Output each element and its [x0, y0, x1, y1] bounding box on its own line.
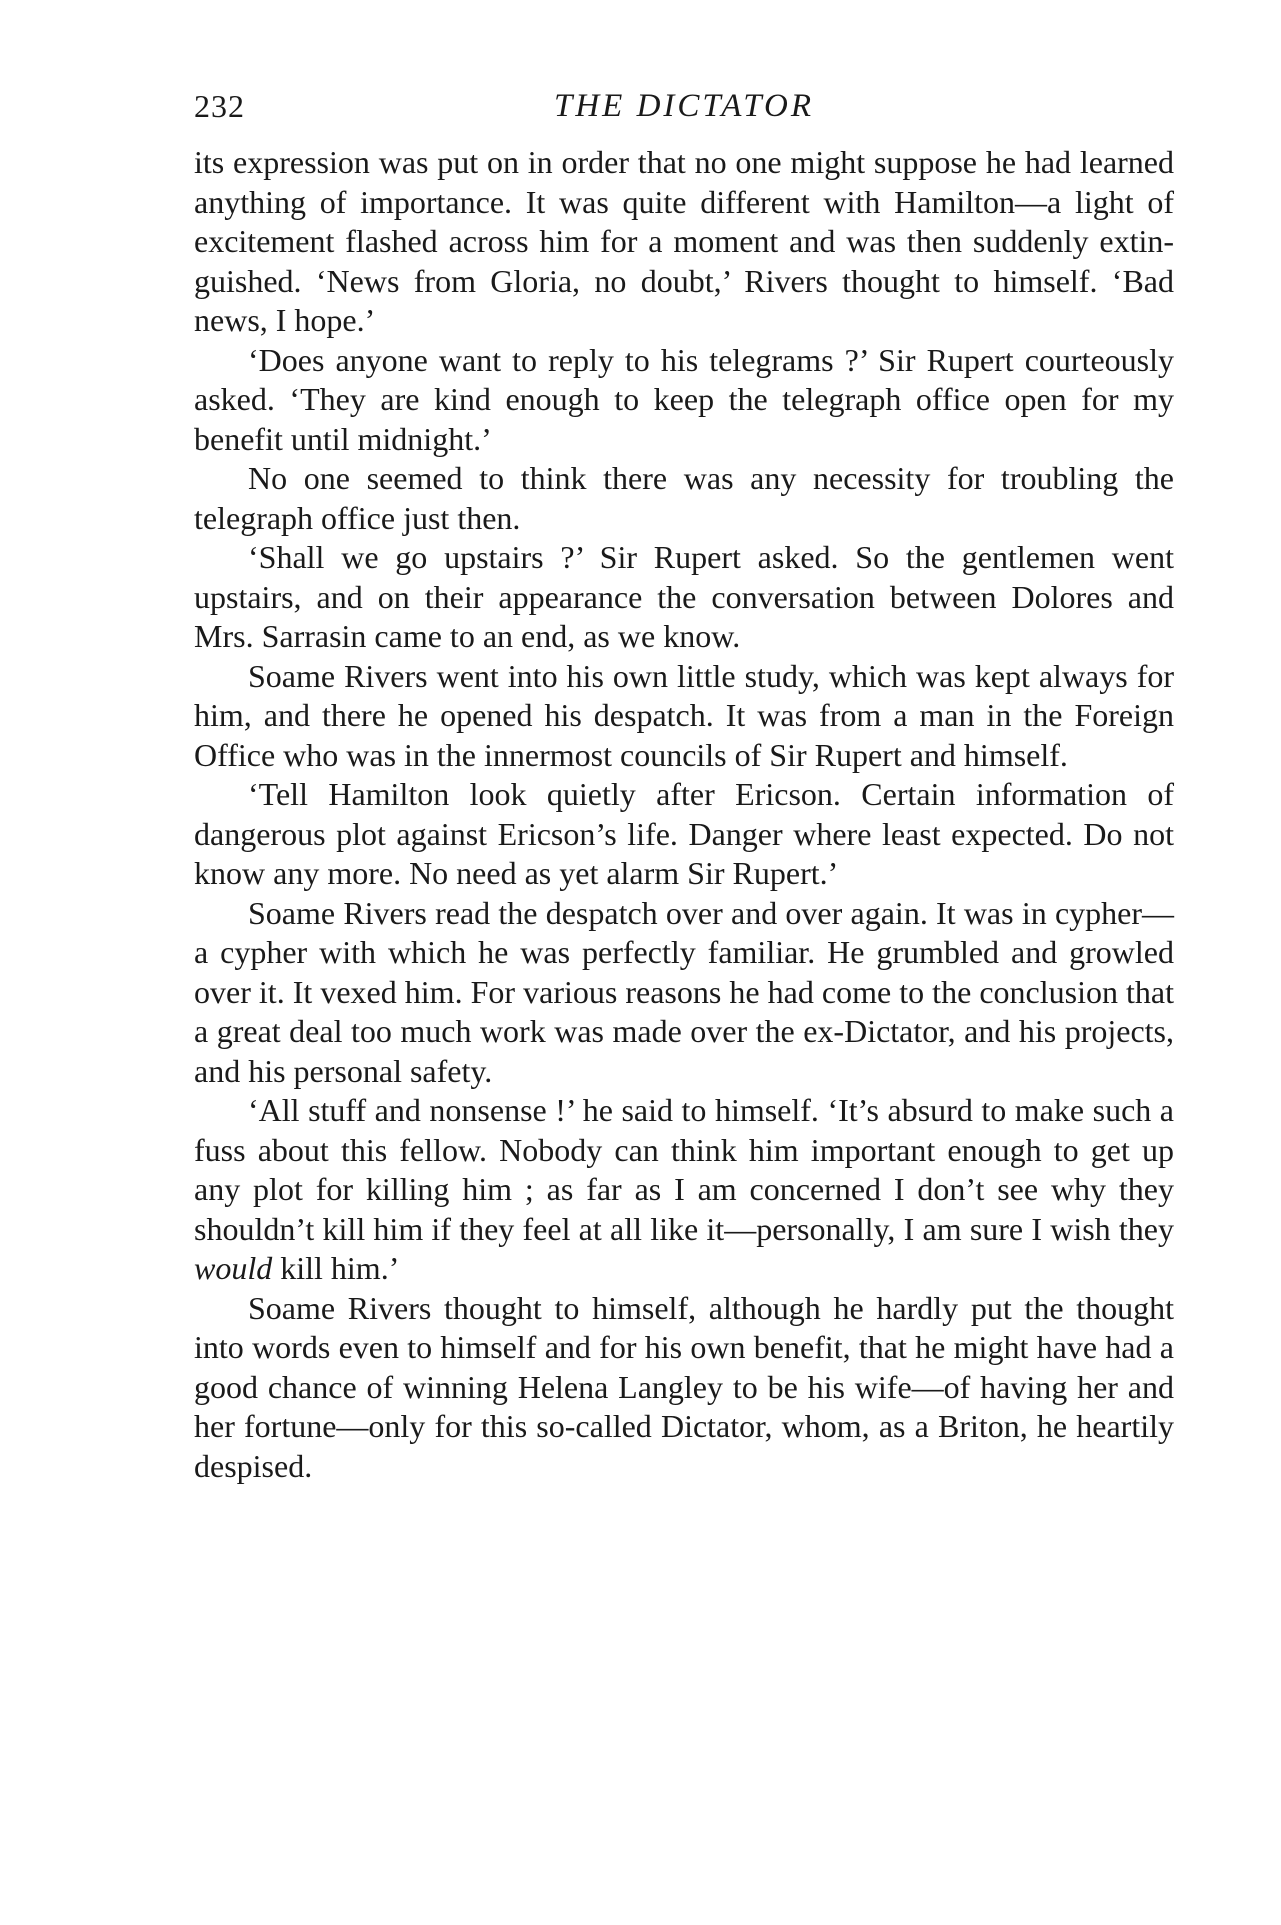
body-text: [194, 143, 1174, 1486]
paragraph: ‘Does anyone want to reply to his telegrams ?’ Sir Rupert courteously asked. ‘They are kind enough to keep the telegraph office open for my benefit until midnight.’: [194, 341, 1174, 457]
paragraph: ‘Tell Hamilton look quietly after Ericson. Certain information of dangerous plot against Ericson’s life. Danger where least expected. Do not know any more. No need as yet alarm Sir Rupert.’: [194, 776, 1174, 891]
paragraph-text: ‘All stuff and nonsense !’ he said to himself. ‘It’s absurd to make such a fuss about this fellow. Nobody can think him important enough to get up any plot for killing him ; as far as I am concerned I don’t see why they shouldn’t kill him if they feel at all like it—personally, I am sure I wish they: [194, 1092, 1174, 1247]
paragraph: [194, 1091, 1174, 1289]
paragraph: ‘Shall we go upstairs ?’ Sir Rupert asked. So the gentlemen went upstairs, and on their appearance the conversation between Dolores and Mrs. Sarrasin came to an end, as we know.: [194, 539, 1174, 654]
page-header: [194, 88, 1174, 138]
paragraph: Soame Rivers went into his own little study, which was kept always for him, and there he opened his despatch. It was from a man in the Foreign Office who was in the innermost councils of Sir Rupert and himself.: [194, 657, 1174, 773]
page-number: 232: [194, 88, 245, 124]
emphasized-word: would: [194, 1250, 273, 1286]
running-head: THE DICTATOR: [553, 88, 814, 124]
paragraph: its expression was put on in order that no one might suppose he had learned anything of importance. It was quite different with Hamilton—a light of excitement flashed across him for a moment and was then suddenly extinguished. ‘News from Gloria, no doubt,’ Rivers thought to himself. ‘Bad news, I hope.’: [194, 144, 1174, 338]
paragraph-text: kill him.’: [272, 1250, 400, 1286]
paragraph: Soame Rivers read the despatch over and over again. It was in cypher—a cypher with which he was perfectly familiar. He grumbled and growled over it. It vexed him. For various reasons he had come to the conclusion that a great deal too much work was made over the ex-Dictator, and his projects, and his personal safety.: [194, 894, 1174, 1089]
paragraph: Soame Rivers thought to himself, although he hardly put the thought into words even to himself and for his own benefit, that he might have had a good chance of winning Helena Langley to be his wife—of having her and her fortune—only for this so-called Dictator, whom, as a Briton, he heartily despised.: [194, 1289, 1174, 1484]
paragraph: No one seemed to think there was any necessity for troubling the telegraph office just then.: [194, 460, 1174, 536]
